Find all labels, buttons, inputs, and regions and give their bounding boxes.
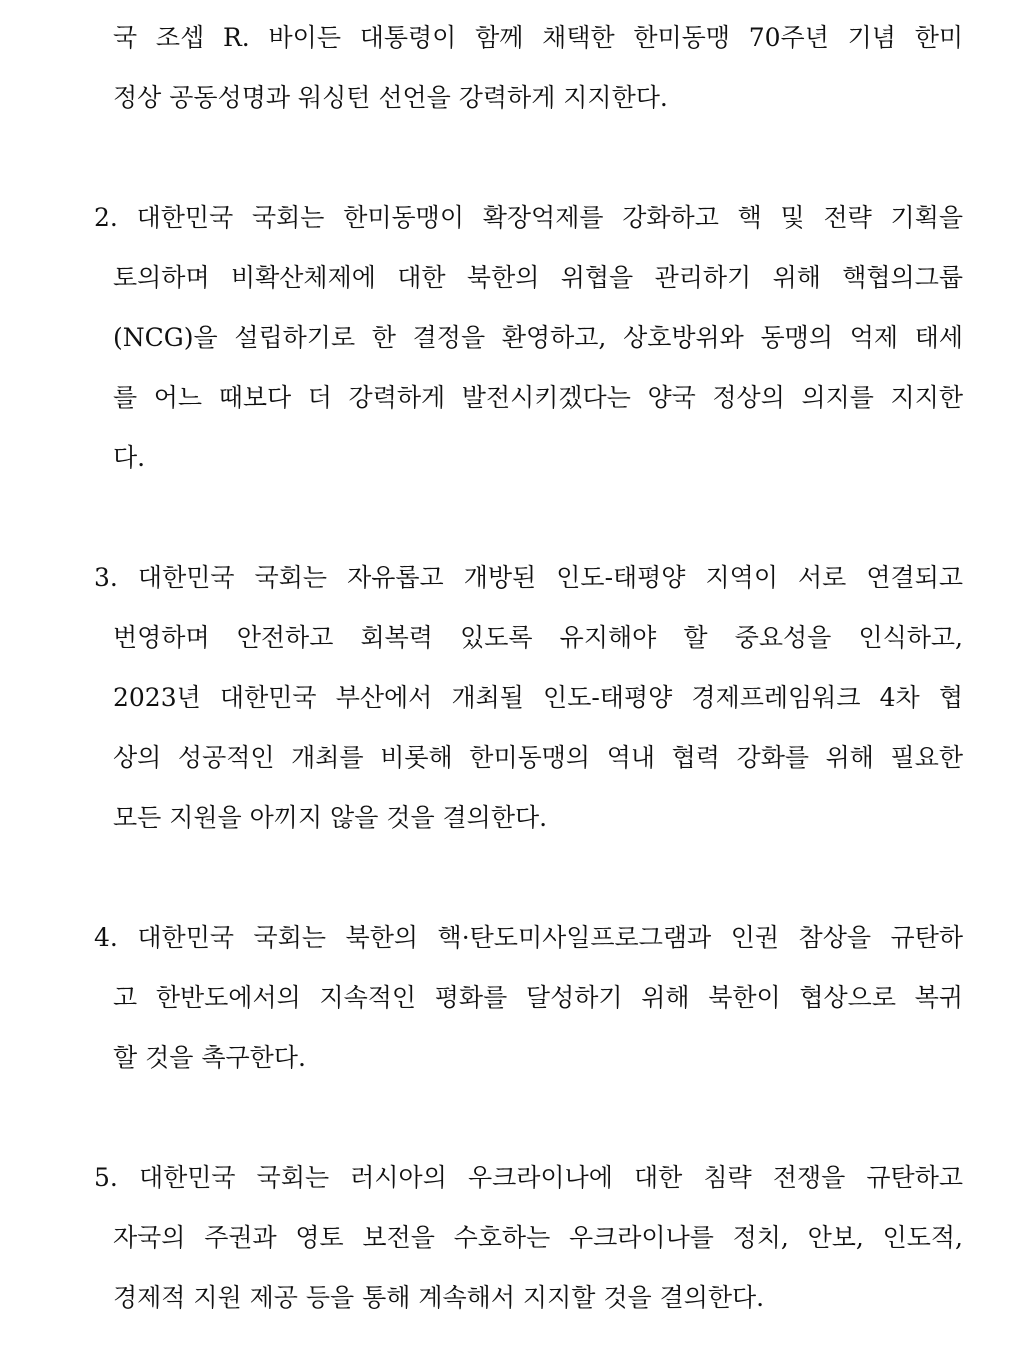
text-line: 를 어느 때보다 더 강력하게 발전시키겠다는 양국 정상의 의지를 지지한 — [113, 383, 963, 412]
text-line: 다. — [113, 443, 146, 472]
text-line: 자국의 주권과 영토 보전을 수호하는 우크라이나를 정치, 안보, 인도적, — [113, 1223, 963, 1252]
text-line: (NCG)을 설립하기로 한 결정을 환영하고, 상호방위와 동맹의 억제 태세 — [113, 323, 963, 352]
text-line: 토의하며 비확산체제에 대한 북한의 위협을 관리하기 위해 핵협의그룹 — [113, 263, 963, 292]
text-line: 2. 대한민국 국회는 한미동맹이 확장억제를 강화하고 핵 및 전략 기획을 — [94, 203, 963, 232]
text-line: 정상 공동성명과 워싱턴 선언을 강력하게 지지한다. — [113, 83, 668, 112]
text-line: 상의 성공적인 개최를 비롯해 한미동맹의 역내 협력 강화를 위해 필요한 — [113, 743, 963, 772]
text-line: 5. 대한민국 국회는 러시아의 우크라이나에 대한 침략 전쟁을 규탄하고 — [94, 1163, 963, 1192]
text-line: 고 한반도에서의 지속적인 평화를 달성하기 위해 북한이 협상으로 복귀 — [113, 983, 963, 1012]
text-line: 국 조셉 R. 바이든 대통령이 함께 채택한 한미동맹 70주년 기념 한미 — [113, 23, 963, 52]
text-line: 3. 대한민국 국회는 자유롭고 개방된 인도-태평양 지역이 서로 연결되고 — [94, 563, 963, 592]
text-line: 할 것을 촉구한다. — [113, 1043, 306, 1072]
text-line: 경제적 지원 제공 등을 통해 계속해서 지지할 것을 결의한다. — [113, 1283, 765, 1312]
text-line: 번영하며 안전하고 회복력 있도록 유지해야 할 중요성을 인식하고, — [113, 623, 963, 652]
text-line: 4. 대한민국 국회는 북한의 핵·탄도미사일프로그램과 인권 참상을 규탄하 — [94, 923, 963, 952]
text-line: 2023년 대한민국 부산에서 개최될 인도-태평양 경제프레임워크 4차 협 — [113, 683, 963, 712]
text-line: 모든 지원을 아끼지 않을 것을 결의한다. — [113, 803, 548, 832]
